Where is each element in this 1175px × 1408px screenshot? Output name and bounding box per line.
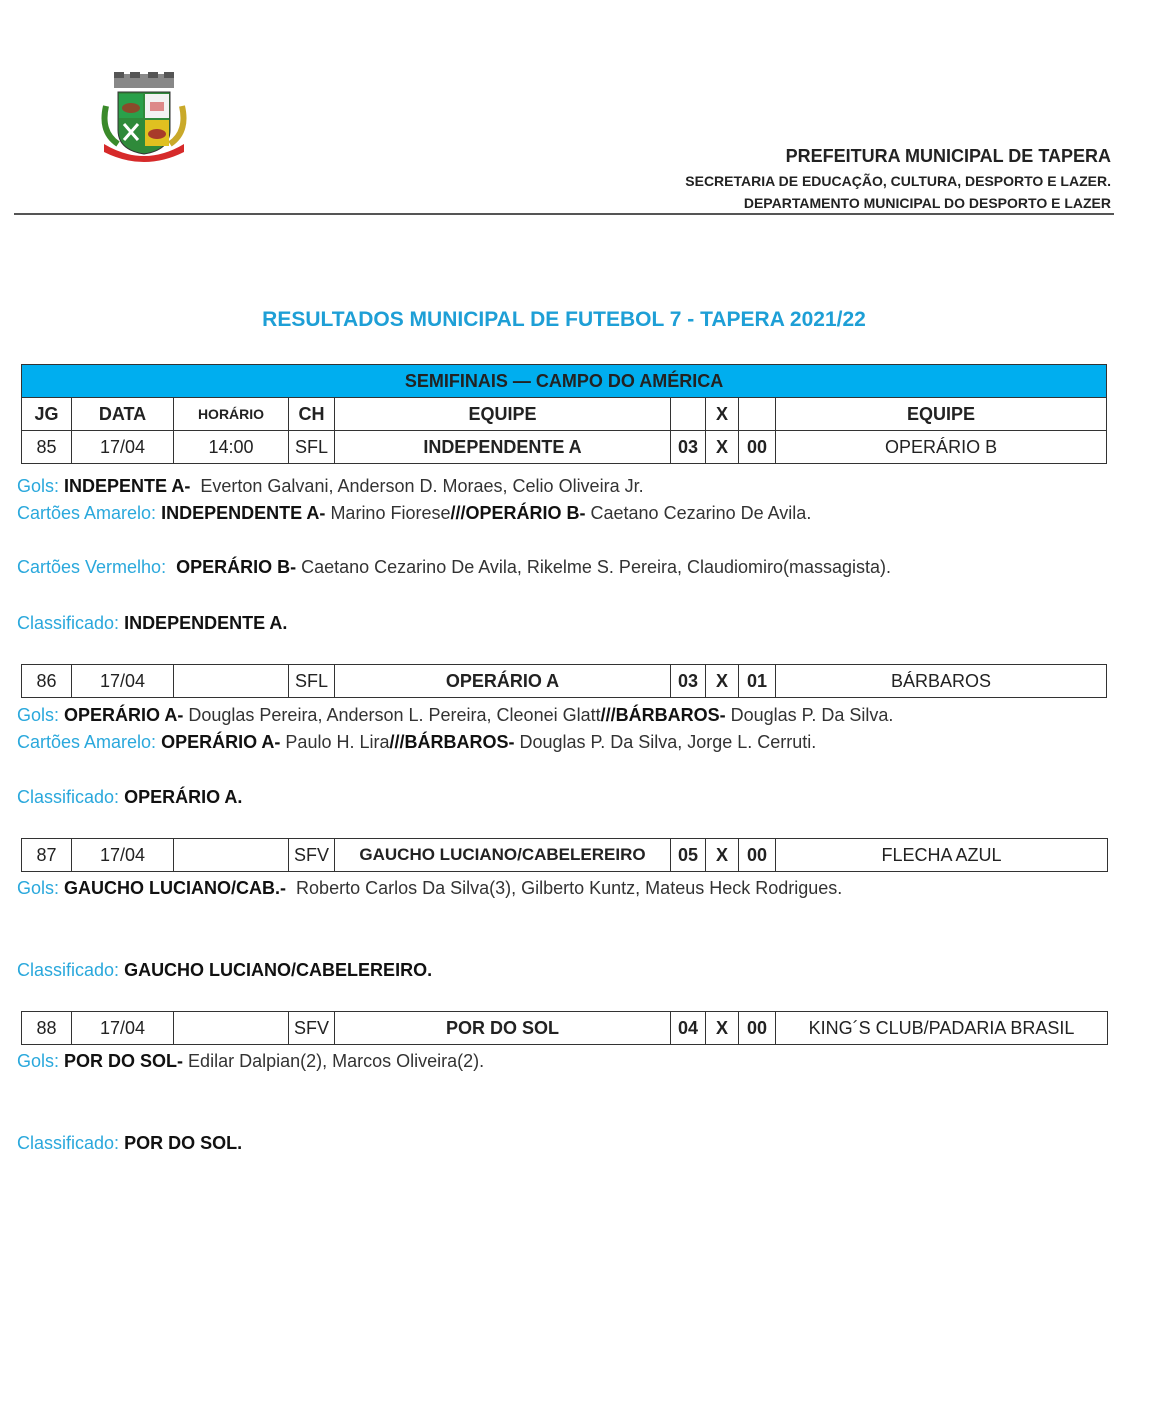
header-departamento: DEPARTAMENTO MUNICIPAL DO DESPORTO E LAZER — [743, 195, 1111, 211]
yellow-cards-game-85: Cartões Amarelo: INDEPENDENTE A- Marino Fiorese///OPERÁRIO B- Caetano Cezarino De Avila. — [17, 503, 812, 523]
away-team: OPERÁRIO B — [776, 431, 1107, 464]
yellow-cards-game-86: Cartões Amarelo: OPERÁRIO A- Paulo H. Lira///BÁRBAROS- Douglas P. Da Silva, Jorge L. Cerruti. — [17, 732, 817, 752]
home-score: 03 — [671, 665, 706, 698]
versus: X — [706, 839, 739, 872]
home-score: 04 — [671, 1012, 706, 1045]
away-score: 00 — [739, 431, 776, 464]
header-divider — [14, 213, 1114, 215]
home-team: POR DO SOL — [335, 1012, 671, 1045]
jg: 88 — [22, 1012, 72, 1045]
goals-game-88: Gols: POR DO SOL- Edilar Dalpian(2), Marcos Oliveira(2). — [17, 1051, 485, 1071]
qualified-game-85: Classificado: INDEPENDENTE A. — [17, 613, 288, 633]
table-row — [22, 431, 1107, 464]
away-score: 00 — [739, 839, 776, 872]
col-horario: HORÁRIO — [174, 398, 289, 431]
time — [174, 665, 289, 698]
results-table-game-87 — [21, 838, 1108, 872]
ch: SFV — [289, 1012, 335, 1045]
ch: SFL — [289, 665, 335, 698]
results-table-game-88 — [21, 1011, 1108, 1045]
away-team: BÁRBAROS — [776, 665, 1107, 698]
away-team: FLECHA AZUL — [776, 839, 1108, 872]
home-score: 05 — [671, 839, 706, 872]
header-secretaria: SECRETARIA DE EDUCAÇÃO, CULTURA, DESPORTO E LAZER. — [685, 173, 1111, 189]
jg: 85 — [22, 431, 72, 464]
municipal-coat-of-arms-logo — [100, 72, 188, 164]
goals-game-87: Gols: GAUCHO LUCIANO/CAB.- Roberto Carlos Da Silva(3), Gilberto Kuntz, Mateus Heck Rodrigues. — [17, 878, 843, 898]
goals-game-85: Gols: INDEPENTE A- Everton Galvani, Anderson D. Moraes, Celio Oliveira Jr. — [17, 476, 644, 496]
results-table-game-86 — [21, 664, 1107, 698]
home-team: INDEPENDENTE A — [335, 431, 671, 464]
away-score: 01 — [739, 665, 776, 698]
date: 17/04 — [72, 1012, 174, 1045]
date: 17/04 — [72, 839, 174, 872]
page-title: RESULTADOS MUNICIPAL DE FUTEBOL 7 - TAPERA 2021/22 — [262, 308, 866, 331]
away-team: KING´S CLUB/PADARIA BRASIL — [776, 1012, 1108, 1045]
col-data: DATA — [72, 398, 174, 431]
table-row — [22, 1012, 1108, 1045]
date: 17/04 — [72, 665, 174, 698]
qualified-game-86: Classificado: OPERÁRIO A. — [17, 787, 243, 807]
col-x: X — [706, 398, 739, 431]
header-prefeitura: PREFEITURA MUNICIPAL DE TAPERA — [785, 146, 1111, 166]
col-jg: JG — [22, 398, 72, 431]
results-table-game-85 — [21, 364, 1107, 464]
qualified-game-88: Classificado: POR DO SOL. — [17, 1133, 243, 1153]
versus: X — [706, 665, 739, 698]
ch: SFL — [289, 431, 335, 464]
ch: SFV — [289, 839, 335, 872]
red-cards-game-85: Cartões Vermelho: OPERÁRIO B- Caetano Cezarino De Avila, Rikelme S. Pereira, Claudiomiro(massagista). — [17, 557, 892, 577]
col-equipe-home: EQUIPE — [335, 398, 671, 431]
header-row — [22, 398, 1107, 431]
home-score: 03 — [671, 431, 706, 464]
goals-game-86: Gols: OPERÁRIO A- Douglas Pereira, Anderson L. Pereira, Cleonei Glatt///BÁRBAROS- Douglas P. Da Silva. — [17, 705, 894, 725]
col-away-score — [739, 398, 776, 431]
versus: X — [706, 431, 739, 464]
table-row — [22, 665, 1107, 698]
col-equipe-away: EQUIPE — [776, 398, 1107, 431]
versus: X — [706, 1012, 739, 1045]
jg: 86 — [22, 665, 72, 698]
col-home-score — [671, 398, 706, 431]
home-team: GAUCHO LUCIANO/CABELEREIRO — [335, 839, 671, 872]
time — [174, 839, 289, 872]
qualified-game-87: Classificado: GAUCHO LUCIANO/CABELEREIRO. — [17, 960, 433, 980]
time: 14:00 — [174, 431, 289, 464]
jg: 87 — [22, 839, 72, 872]
date: 17/04 — [72, 431, 174, 464]
time — [174, 1012, 289, 1045]
round-band: SEMIFINAIS — CAMPO DO AMÉRICA — [22, 365, 1107, 398]
away-score: 00 — [739, 1012, 776, 1045]
table-row — [22, 839, 1108, 872]
home-team: OPERÁRIO A — [335, 665, 671, 698]
col-ch: CH — [289, 398, 335, 431]
